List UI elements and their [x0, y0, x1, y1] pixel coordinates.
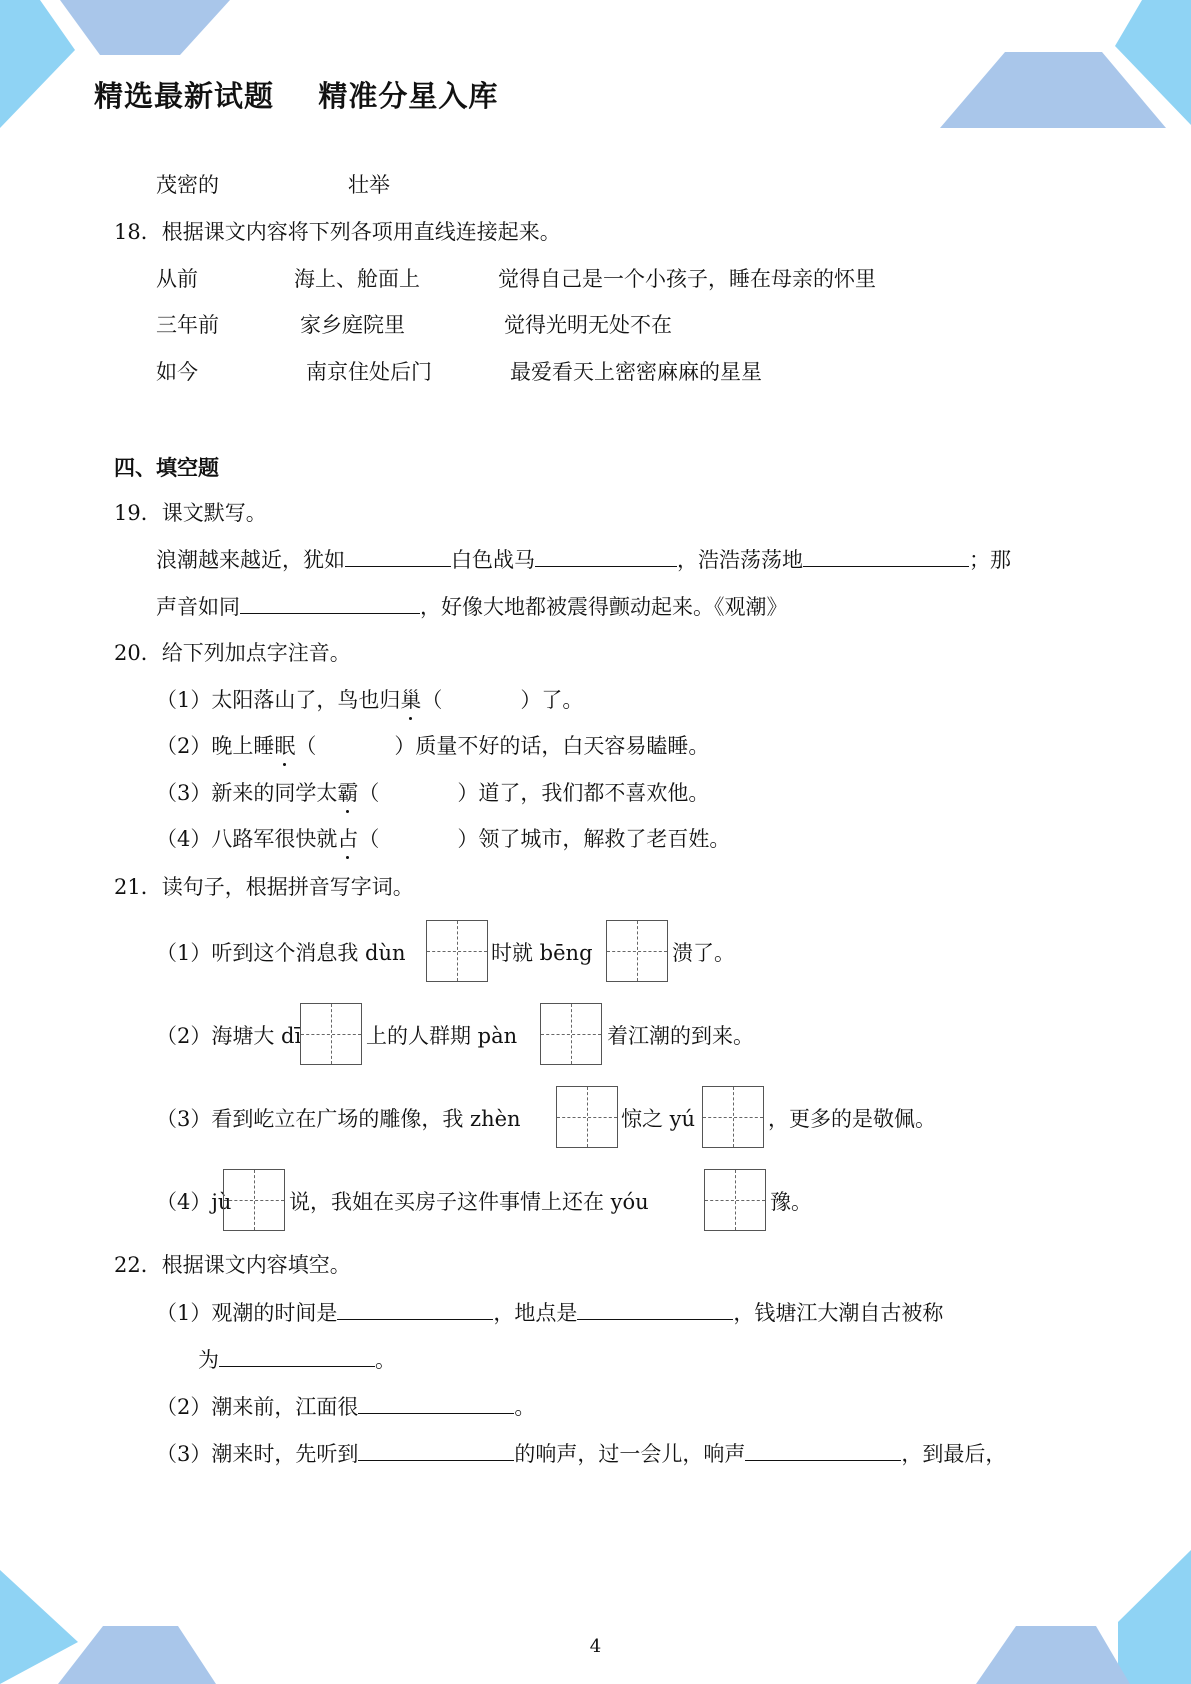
q21-s4-part-a: （4）jù — [156, 1190, 232, 1214]
fill-blank[interactable] — [337, 1299, 493, 1320]
dotted-char: 霸 — [337, 781, 359, 805]
q21-s2-part-b: 上的人群期 pàn — [366, 1024, 518, 1048]
q18-row3-col2[interactable]: 南京住处后门 — [306, 360, 432, 384]
tian-grid-box[interactable] — [300, 1003, 362, 1065]
fill-blank[interactable] — [358, 1440, 514, 1461]
page-number: 4 — [589, 1636, 602, 1657]
q21-s1-part-b: 时就 bēng — [491, 941, 593, 965]
q22-item3: （3）潮来时，先听到 的响声，过一会儿，响声 ，到最后， — [156, 1442, 1007, 1466]
bottom-right-decoration — [950, 1540, 1191, 1684]
q21-s3-part-b: 惊之 yú — [621, 1107, 696, 1131]
tian-grid-box[interactable] — [704, 1169, 766, 1231]
q19-line1: 浪潮越来越近，犹如 白色战马 ，浩浩荡荡地 ；那 — [156, 548, 1011, 572]
tian-grid-box[interactable] — [223, 1169, 285, 1231]
q22-stem: 22．根据课文内容填空。 — [114, 1253, 351, 1277]
dotted-char: 占 — [337, 827, 359, 851]
q20-item4: （4）八路军很快就占（ ）领了城市，解救了老百姓。 — [156, 827, 731, 851]
q18-row2-col3[interactable]: 觉得光明无处不在 — [504, 313, 672, 337]
q18-row3-col3[interactable]: 最爱看天上密密麻麻的星星 — [510, 360, 762, 384]
dotted-char: 眠 — [274, 734, 296, 758]
tian-grid-box[interactable] — [540, 1003, 602, 1065]
dotted-char: 巢 — [400, 688, 422, 712]
q21-stem: 21．读句子，根据拼音写字词。 — [114, 875, 414, 899]
tian-grid-box[interactable] — [556, 1086, 618, 1148]
fill-blank[interactable] — [219, 1346, 375, 1367]
fill-blank[interactable] — [577, 1299, 733, 1320]
q21-s4-part-b: 说，我姐在买房子这件事情上还在 yóu — [289, 1190, 649, 1214]
q21-s1-part-a: （1）听到这个消息我 dùn — [156, 941, 406, 965]
fill-blank[interactable] — [745, 1440, 901, 1461]
q17-word-left: 茂密的 — [156, 173, 219, 197]
q18-row1-col3[interactable]: 觉得自己是一个小孩子，睡在母亲的怀里 — [498, 267, 876, 291]
fill-blank[interactable] — [358, 1393, 514, 1414]
q18-row1-col1[interactable]: 从前 — [156, 267, 198, 291]
q22-item2: （2）潮来前，江面很 。 — [156, 1395, 536, 1419]
tian-grid-box[interactable] — [426, 920, 488, 982]
q21-s4-part-c: 豫。 — [770, 1190, 812, 1214]
section-title: 四、填空题 — [114, 456, 219, 480]
bottom-left-decoration — [0, 1540, 240, 1684]
q21-s1-part-c: 溃了。 — [672, 941, 735, 965]
q17-word-right: 壮举 — [348, 173, 390, 197]
tian-grid-box[interactable] — [702, 1086, 764, 1148]
q18-row2-col1[interactable]: 三年前 — [156, 313, 219, 337]
header-title: 精选最新试题 精准分星入库 — [94, 79, 499, 113]
q19-stem: 19．课文默写。 — [114, 501, 267, 525]
top-right-decoration — [930, 0, 1191, 130]
q20-item1: （1）太阳落山了，鸟也归巢（ ）了。 — [156, 688, 584, 712]
q21-s2-part-c: 着江潮的到来。 — [607, 1024, 754, 1048]
fill-blank[interactable] — [803, 546, 969, 567]
fill-blank[interactable] — [345, 546, 451, 567]
q22-item1-line2: 为 。 — [198, 1348, 396, 1372]
q18-row1-col2[interactable]: 海上、舱面上 — [294, 267, 420, 291]
q21-s2-part-a: （2）海塘大 dī — [156, 1024, 302, 1048]
tian-grid-box[interactable] — [606, 920, 668, 982]
q20-item2: （2）晚上睡眠（ ）质量不好的话，白天容易瞌睡。 — [156, 734, 710, 758]
q21-s3-part-c: ，更多的是敬佩。 — [768, 1107, 936, 1131]
q20-stem: 20．给下列加点字注音。 — [114, 641, 351, 665]
fill-blank[interactable] — [535, 546, 677, 567]
q18-row2-col2[interactable]: 家乡庭院里 — [300, 313, 405, 337]
q18-stem: 18．根据课文内容将下列各项用直线连接起来。 — [114, 220, 561, 244]
q19-line2: 声音如同 ，好像大地都被震得颤动起来。《观潮》 — [156, 595, 788, 619]
q20-item3: （3）新来的同学太霸（ ）道了，我们都不喜欢他。 — [156, 781, 710, 805]
q18-row3-col1[interactable]: 如今 — [156, 360, 198, 384]
fill-blank[interactable] — [240, 593, 420, 614]
q21-s3-part-a: （3）看到屹立在广场的雕像，我 zhèn — [156, 1107, 521, 1131]
q22-item1-line1: （1）观潮的时间是 ，地点是 ，钱塘江大潮自古被称 — [156, 1301, 944, 1325]
